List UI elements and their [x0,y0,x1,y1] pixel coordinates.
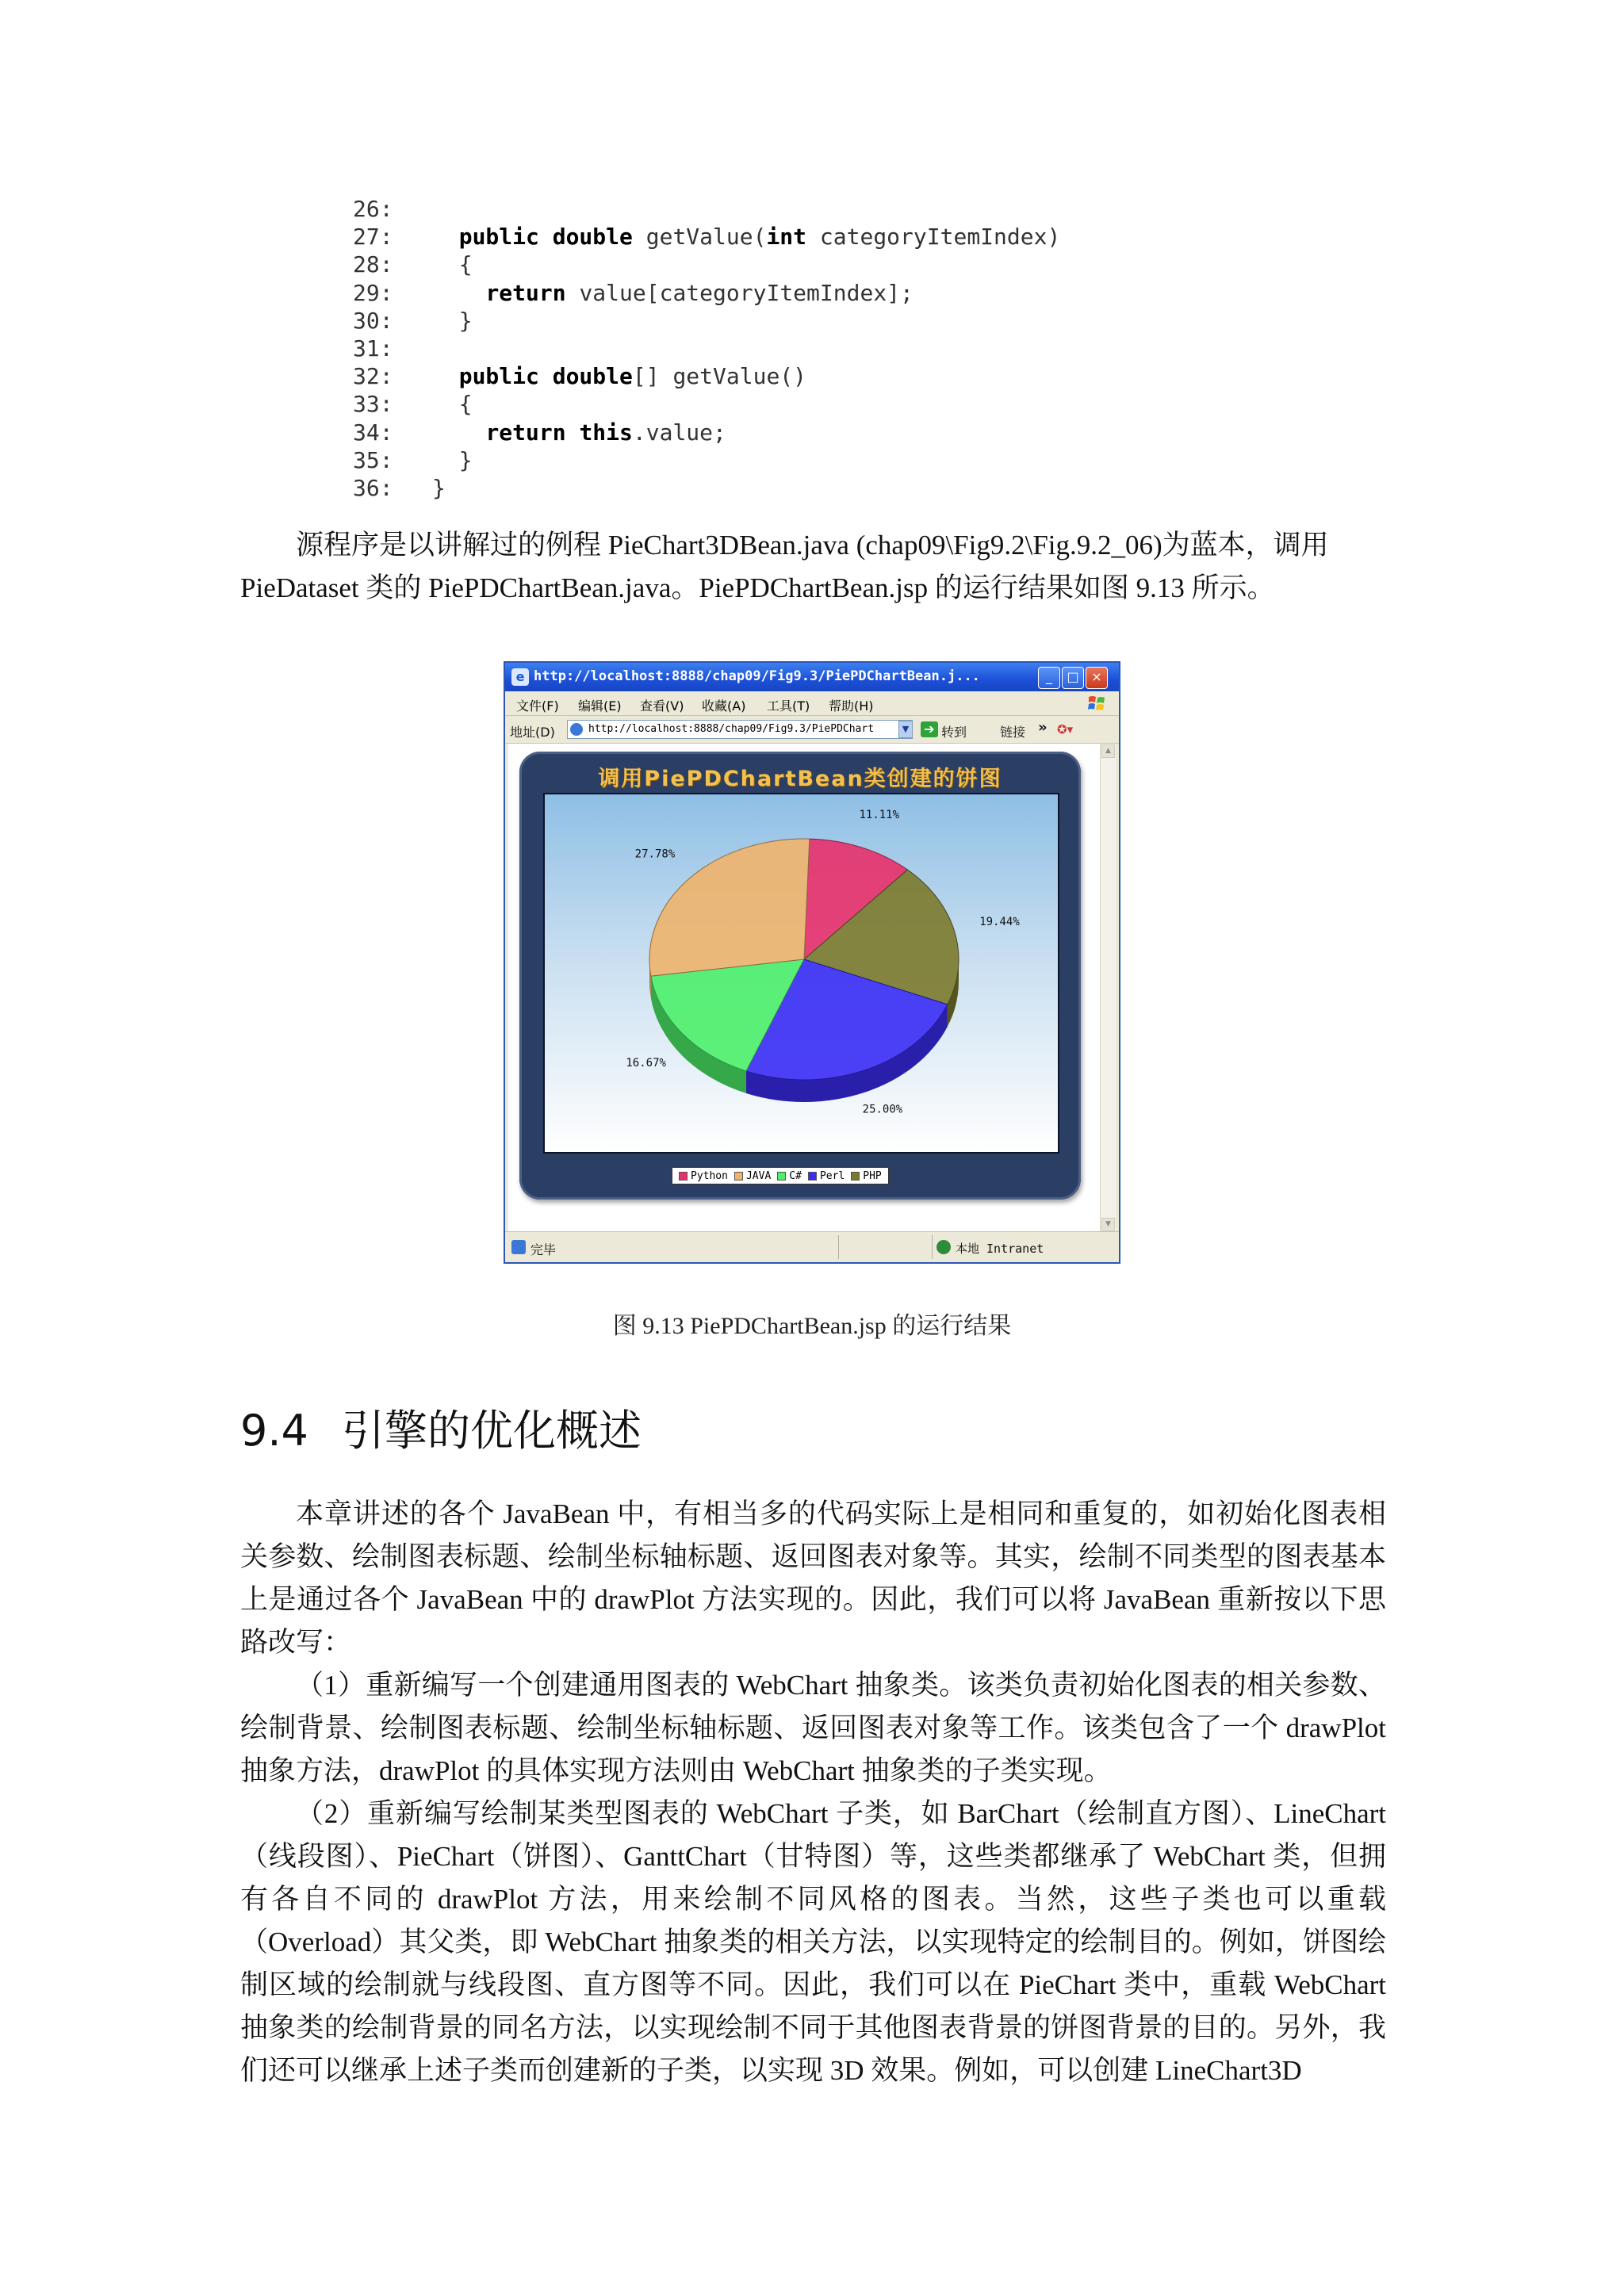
extension-icon[interactable]: ✪▾ [1057,722,1074,737]
legend-label: Perl [819,1169,845,1182]
page-content [508,744,1100,1232]
code-keyword: public double [458,363,633,390]
line-number: 26: [353,196,393,222]
code-line [353,446,1060,474]
code-line [353,362,1060,390]
line-number: 31: [353,335,393,362]
menu-favorites[interactable]: 收藏(A) [702,698,746,714]
zone-text: 本地 Intranet [956,1242,1044,1256]
code-text [432,419,485,446]
code-text: { [432,251,473,278]
legend-label: PHP [863,1169,882,1182]
browser-window [504,661,1120,1264]
plot-area [543,793,1059,1154]
code-text: value[categoryItemIndex]; [565,279,914,306]
address-bar [505,716,1119,744]
code-text: categoryItemIndex) [806,224,1061,251]
status-divider [932,1235,933,1259]
chart-panel [519,752,1081,1200]
code-line [353,335,1060,362]
legend-swatch [851,1172,860,1181]
address-input[interactable]: http://localhost:8888/chap09/Fig9.3/PiePDChart [567,720,913,739]
links-button[interactable]: 链接 [1000,725,1026,740]
section-number: 9.4 [240,1406,308,1456]
intro-line-1: 源程序是以讲解过的例程 PieChart3DBean.java (chap09\Fig9.2\Fig.9.2_06)为蓝本，调用 [296,530,1329,561]
section-heading [240,1397,642,1458]
menu-tools[interactable]: 工具(T) [767,698,810,714]
code-text: .value; [632,419,726,446]
line-number: 29: [353,279,393,306]
intro-paragraph [240,524,1386,610]
go-arrow-icon[interactable]: ➔ [921,721,938,737]
code-text: [] getValue() [632,363,807,390]
legend-item-php [851,1170,881,1182]
code-text: } [432,307,473,334]
code-line [353,307,1060,335]
line-number: 35: [353,446,393,473]
line-number: 27: [353,224,393,251]
menu-file[interactable]: 文件(F) [516,698,559,714]
body-paragraph-3: （2）重新编写绘制某类型图表的 WebChart 子类，如 BarChart（绘制直方图）、LineChart（线段图）、PieChart（饼图）、GanttChart（甘特图）等，这些类都继承了 WebChart 类，但拥有各自不同的 drawPlot 方法，用来绘制不同风格的图表。当然，这些子类也可以重载（Overload）其父类，即 WebChart 抽象类的相关方法，以实现特定的绘制目的。例如，饼图绘制区域的绘制就与线段图、直方图等不同。因此，我们可以在 PieChart 类中，重载 WebChart 抽象类的绘制背景的同名方法，以实现绘制不同于其他图表背景的饼图背景的目的。另外，我们还可以继承上述子类而创建新的子类，以实现 3D 效果。例如，可以创建 LineChart3D [240,1798,1386,2086]
code-text: } [432,474,446,501]
section-title: 引擎的优化概述 [342,1406,642,1456]
code-text [432,363,459,389]
maximize-button[interactable]: □ [1062,667,1084,689]
ie-icon: e [511,668,529,686]
window-title: http://localhost:8888/chap09/Fig9.3/PiePDChartBean.j... [534,668,980,684]
line-number: 28: [353,251,393,278]
line-number: 34: [353,419,393,446]
legend-item-python [679,1170,728,1182]
status-bar [505,1231,1119,1262]
code-line [353,195,1060,223]
scroll-up-icon[interactable]: ▲ [1101,744,1115,758]
pie-label-php: 19.44% [979,915,1020,928]
pie-label-c#: 16.67% [626,1057,666,1070]
legend-swatch [734,1172,743,1181]
pie-label-java: 27.78% [634,848,676,861]
code-line [353,474,1060,502]
line-number: 32: [353,363,393,390]
go-button[interactable]: 转到 [941,725,967,740]
address-dropdown-icon[interactable]: ▼ [898,721,913,738]
legend-item-java [734,1170,771,1182]
figure-caption: 图 9.13 PiePDChartBean.jsp 的运行结果 [612,1313,1012,1339]
pie-label-python: 11.11% [859,808,900,821]
code-line [353,223,1060,251]
line-number: 36: [353,474,393,501]
code-text: { [432,391,473,418]
code-line [353,279,1060,307]
pie-label-perl: 25.00% [862,1103,903,1116]
legend-label: Python [691,1169,728,1182]
legend-swatch [679,1172,688,1181]
menu-edit[interactable]: 编辑(E) [578,698,622,714]
status-text: 完毕 [530,1242,557,1257]
code-keyword: return this [485,419,633,446]
legend-swatch [777,1172,786,1181]
title-bar [505,663,1119,691]
menu-help[interactable]: 帮助(H) [829,698,874,714]
line-number: 33: [353,391,393,418]
legend-item-perl [808,1170,845,1182]
code-line [353,390,1060,418]
page-icon [570,723,583,736]
body-paragraph-1: 本章讲述的各个 JavaBean 中，有相当多的代码实际上是相同和重复的，如初始化图表相关参数、绘制图表标题、绘制坐标轴标题、返回图表对象等。其实，绘制不同类型的图表基本上是通过各个 JavaBean 中的 drawPlot 方法实现的。因此，我们可以将 JavaBean 重新按以下思路改写： [240,1498,1386,1658]
intro-line-2: PieDataset 类的 PiePDChartBean.java。PiePDChartBean.jsp 的运行结果如图 9.13 所示。 [240,572,1275,603]
chart-title: 调用PiePDChartBean类创建的饼图 [598,767,1002,791]
legend-swatch [808,1172,817,1181]
minimize-button[interactable]: _ [1038,667,1060,689]
menu-bar [505,691,1119,716]
line-number: 30: [353,307,393,334]
code-keyword: return [485,279,566,306]
windows-logo-icon [1087,694,1106,713]
vertical-scrollbar[interactable] [1100,744,1116,1232]
chart-legend [672,1167,889,1184]
page-status-icon [511,1240,526,1254]
code-text [432,224,459,250]
code-line [353,419,1060,446]
code-keyword: public double [458,224,633,251]
body-text [240,1493,1386,2092]
menu-view[interactable]: 查看(V) [640,698,684,714]
intranet-zone-icon [936,1240,951,1254]
close-button[interactable]: × [1086,667,1108,689]
pie-chart [545,794,1058,1152]
code-listing [353,195,1060,502]
legend-label: JAVA [745,1169,772,1182]
scroll-down-icon[interactable]: ▼ [1101,1218,1115,1231]
code-text: } [432,446,473,473]
legend-label: C# [789,1169,802,1182]
code-text [432,280,485,306]
status-divider [838,1235,839,1259]
address-label: 地址(D) [510,725,555,740]
links-more-icon[interactable]: » [1038,719,1048,736]
code-text: getValue( [632,224,767,251]
legend-item-c# [777,1170,802,1182]
body-paragraph-2: （1）重新编写一个创建通用图表的 WebChart 抽象类。该类负责初始化图表的相关参数、绘制背景、绘制图表标题、绘制坐标轴标题、返回图表对象等工作。该类包含了一个 drawPlot 抽象方法，drawPlot 的具体实现方法则由 WebChart 抽象类的子类实现。 [240,1670,1386,1786]
code-line [353,251,1060,278]
code-keyword: int [766,224,807,251]
